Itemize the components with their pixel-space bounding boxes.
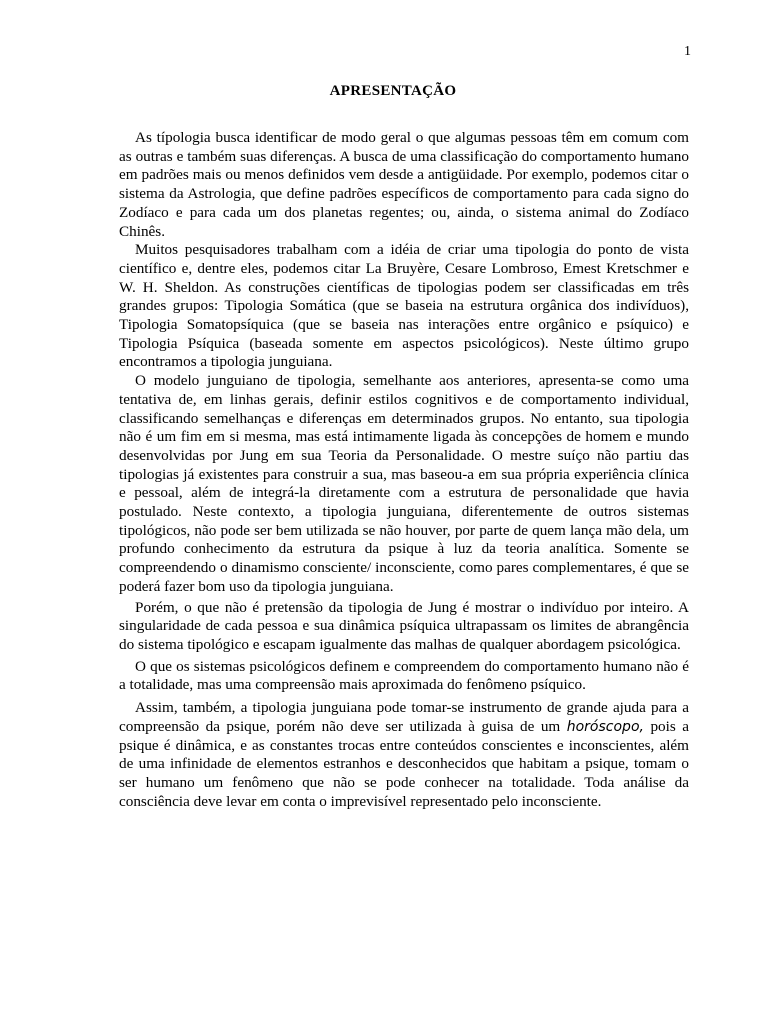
- paragraph-6-text-end: pois a psique é dinâmica, e as constantes trocas entre conteúdos conscientes e inconscientes, além de uma infinidade de elementos estranhos e desconhecidos que habitam a psique, tomam o ser humano um fenômeno que não se pode conhecer na totalidade. Toda análise da consciência deve levar em conta o imprevisível representado pelo inconsciente.: [119, 717, 689, 810]
- document-body: [119, 129, 689, 811]
- paragraph-2: Muitos pesquisadores trabalham com a idéia de criar uma tipologia do ponto de vista científico e, dentre eles, podemos citar La Bruyère, Cesare Lombroso, Emest Kretschmer e W. H. Sheldon. As construções científicas de tipologias podem ser classificadas em três grandes grupos: Tipologia Somática (que se baseia na estrutura orgânica dos indivíduos), Tipologia Somatopsíquica (que se baseia nas interações entre orgânico e psíquico) e Tipologia Psíquica (baseada somente em aspectos psicológicos). Neste último grupo encontramos a tipologia junguiana.: [119, 241, 689, 371]
- paragraph-4: Porém, o que não é pretensão da tipologia de Jung é mostrar o indivíduo por inteiro. A singularidade de cada pessoa e sua dinâmica psíquica ultrapassam os limites de abrangência do sistema tipológico e escapam igualmente das malhas de qualquer abordagem psicológica.: [119, 598, 689, 653]
- paragraph-6-italic-term: horóscopo,: [566, 718, 644, 735]
- page-number: 1: [684, 44, 691, 59]
- paragraph-1: As típologia busca identificar de modo geral o que algumas pessoas têm em comum com as outras e também suas diferenças. A busca de uma classificação do comportamento humano em padrões mais ou menos definidos vem desde a antigüidade. Por exemplo, podemos citar o sistema da Astrologia, que define padrões específicos de comportamento para cada signo do Zodíaco e para cada um dos planetas regentes; ou, ainda, o sistema animal do Zodíaco Chinês.: [119, 129, 689, 240]
- paragraph-5: O que os sistemas psicológicos definem e compreendem do comportamento humano não é a totalidade, mas uma compreensão mais aproximada do fenômeno psíquico.: [119, 657, 689, 694]
- paragraph-6-text-start: Assim, também, a tipologia junguiana pode tomar-se instrumento de grande ajuda para a compreensão da psique, porém não deve ser utilizada à guisa de um: [119, 699, 689, 735]
- page-title: APRESENTAÇÃO: [329, 83, 457, 99]
- paragraph-3: O modelo junguiano de tipologia, semelhante aos anteriores, apresenta-se como uma tentativa de, em linhas gerais, definir estilos cognitivos e de comportamento individual, classificando semelhanças e diferenças em determinados grupos. No entanto, sua tipologia não é um fim em si mesma, mas está intimamente ligada às concepções de homem e mundo desenvolvidas por Jung em sua Teoria da Personalidade. O mestre suíço não partiu das tipologias já existentes para construir a sua, mas baseou-a em sua própria experiência clínica e pessoal, além de integrá-la diretamente com a estrutura de personalidade que havia postulado. Neste contexto, a tipologia junguiana, diferentemente de outros sistemas tipológicos, não pode ser bem utilizada se não houver, por parte de quem lança mão dela, um profundo conhecimento da estrutura da psique à luz da teoria analítica. Somente se compreendendo o dinamismo consciente/ inconsciente, como pares complementares, é que se poderá fazer bom uso da tipologia junguiana.: [119, 372, 689, 595]
- paragraph-6: [119, 699, 689, 811]
